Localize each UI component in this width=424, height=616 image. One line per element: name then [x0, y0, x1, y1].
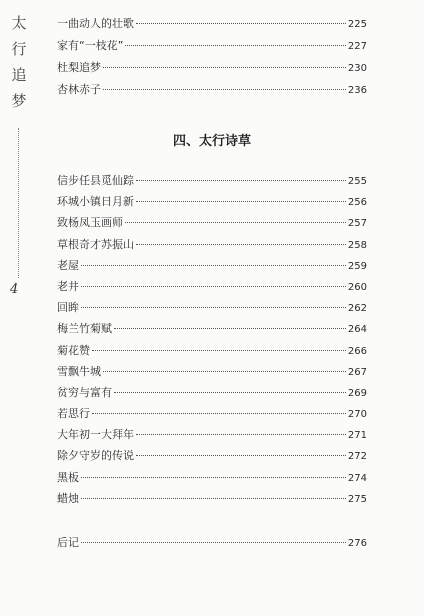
- dot-leader: [136, 434, 346, 435]
- book-title-char: 追: [11, 66, 27, 84]
- toc-entry-page: 227: [347, 41, 367, 52]
- toc-entry[interactable]: [57, 212, 367, 233]
- toc-entry[interactable]: [57, 361, 367, 382]
- dot-leader: [125, 45, 346, 46]
- toc-entry-title: 雪飘牛城: [57, 364, 101, 378]
- toc-entry-page: 257: [347, 218, 367, 230]
- toc-entry[interactable]: [57, 234, 367, 255]
- toc-entry-page: 267: [347, 366, 367, 378]
- toc-entry[interactable]: [57, 191, 367, 212]
- toc-entry-page: 271: [347, 430, 367, 442]
- book-title-vertical: [6, 10, 32, 114]
- toc-entry-title: 后记: [57, 536, 79, 549]
- toc-entry-title: 菊花赞: [57, 343, 90, 357]
- toc-entry-title: 梅兰竹菊赋: [57, 322, 112, 336]
- dot-leader: [136, 180, 346, 181]
- toc-entry[interactable]: [57, 57, 367, 79]
- toc-list-top: [57, 13, 367, 101]
- dot-leader: [136, 455, 346, 456]
- toc-entry-title: 老井: [57, 279, 79, 293]
- toc-entry-title: 大年初一大拜年: [57, 428, 134, 442]
- toc-entry-title: 贫穷与富有: [57, 385, 112, 399]
- toc-entry[interactable]: [57, 13, 367, 35]
- toc-entry-title: 回眸: [57, 301, 79, 315]
- toc-entry-title: 致杨凤玉画师: [57, 216, 123, 230]
- toc-entry-title: 草根奇才苏振山: [57, 237, 134, 251]
- dot-leader: [92, 350, 346, 351]
- toc-entry-page: 230: [347, 63, 367, 74]
- dot-leader: [103, 67, 346, 68]
- toc-entry-page: 270: [347, 409, 367, 421]
- toc-entry[interactable]: [57, 488, 367, 509]
- dot-leader: [92, 413, 346, 414]
- toc-entry[interactable]: [57, 467, 367, 488]
- toc-entry-page: 262: [347, 303, 367, 315]
- dot-leader: [81, 265, 346, 266]
- toc-entry[interactable]: [57, 403, 367, 424]
- dot-leader: [81, 307, 346, 308]
- dot-leader: [114, 392, 346, 393]
- toc-entry-page: 275: [347, 493, 367, 505]
- dot-leader: [125, 222, 346, 223]
- page-number: 4: [10, 282, 19, 297]
- toc-entry-page: 274: [347, 472, 367, 484]
- toc-entry[interactable]: [57, 297, 367, 318]
- dot-leader: [136, 244, 346, 245]
- toc-entry-title: 蜡烛: [57, 491, 79, 505]
- dot-leader: [81, 286, 346, 287]
- dot-leader: [103, 89, 346, 90]
- toc-entry[interactable]: [57, 382, 367, 403]
- toc-entry-title: 若思行: [57, 407, 90, 421]
- toc-entry-page: 225: [347, 19, 367, 30]
- book-title-char: 行: [11, 40, 27, 58]
- toc-entry[interactable]: [57, 318, 367, 339]
- toc-entry-title: 老屋: [57, 258, 79, 272]
- toc-entry-title: 黑板: [57, 470, 79, 484]
- toc-entry-page: 264: [347, 324, 367, 336]
- toc-entry[interactable]: [57, 170, 367, 191]
- dot-leader: [136, 23, 346, 24]
- toc-entry-page: 259: [347, 260, 367, 272]
- dot-leader: [81, 542, 346, 543]
- toc-entry[interactable]: [57, 445, 367, 466]
- toc-entry-page: 266: [347, 345, 367, 357]
- section-heading: 四、太行诗草: [172, 134, 251, 149]
- toc-entry-page: 260: [347, 281, 367, 293]
- toc-entry-title: 除夕守岁的传说: [57, 449, 134, 463]
- toc-entry-page: 236: [347, 85, 367, 96]
- book-title-char: 梦: [11, 92, 27, 110]
- book-title-char: 太: [11, 14, 27, 32]
- toc-epilogue: [57, 532, 367, 554]
- toc-entry[interactable]: [57, 532, 367, 554]
- toc-entry-page: 255: [347, 176, 367, 187]
- toc-entry-title: 信步任县觅仙踪: [57, 174, 134, 187]
- dot-leader: [103, 371, 346, 372]
- toc-entry-page: 269: [347, 387, 367, 399]
- toc-entry-page: 272: [347, 451, 367, 463]
- toc-entry[interactable]: [57, 276, 367, 297]
- toc-entry-title: 环城小镇日月新: [57, 195, 134, 209]
- toc-entry-page: 258: [347, 239, 367, 251]
- toc-entry-page: 276: [347, 538, 367, 549]
- toc-entry[interactable]: [57, 79, 367, 101]
- dot-leader: [136, 201, 346, 202]
- toc-list-main: [57, 170, 367, 509]
- toc-entry[interactable]: [57, 255, 367, 276]
- toc-entry-title: 一曲动人的壮歌: [57, 17, 134, 30]
- dot-leader: [114, 328, 346, 329]
- margin-divider: [18, 128, 19, 278]
- toc-entry-title: 家有“一枝花”: [57, 39, 124, 52]
- toc-entry[interactable]: [57, 35, 367, 57]
- toc-entry[interactable]: [57, 340, 367, 361]
- toc-entry-title: 杏林赤子: [57, 83, 101, 96]
- dot-leader: [81, 498, 346, 499]
- toc-entry-page: 256: [347, 197, 367, 209]
- toc-entry-title: 杜梨追梦: [57, 61, 101, 74]
- dot-leader: [81, 477, 346, 478]
- toc-entry[interactable]: [57, 424, 367, 445]
